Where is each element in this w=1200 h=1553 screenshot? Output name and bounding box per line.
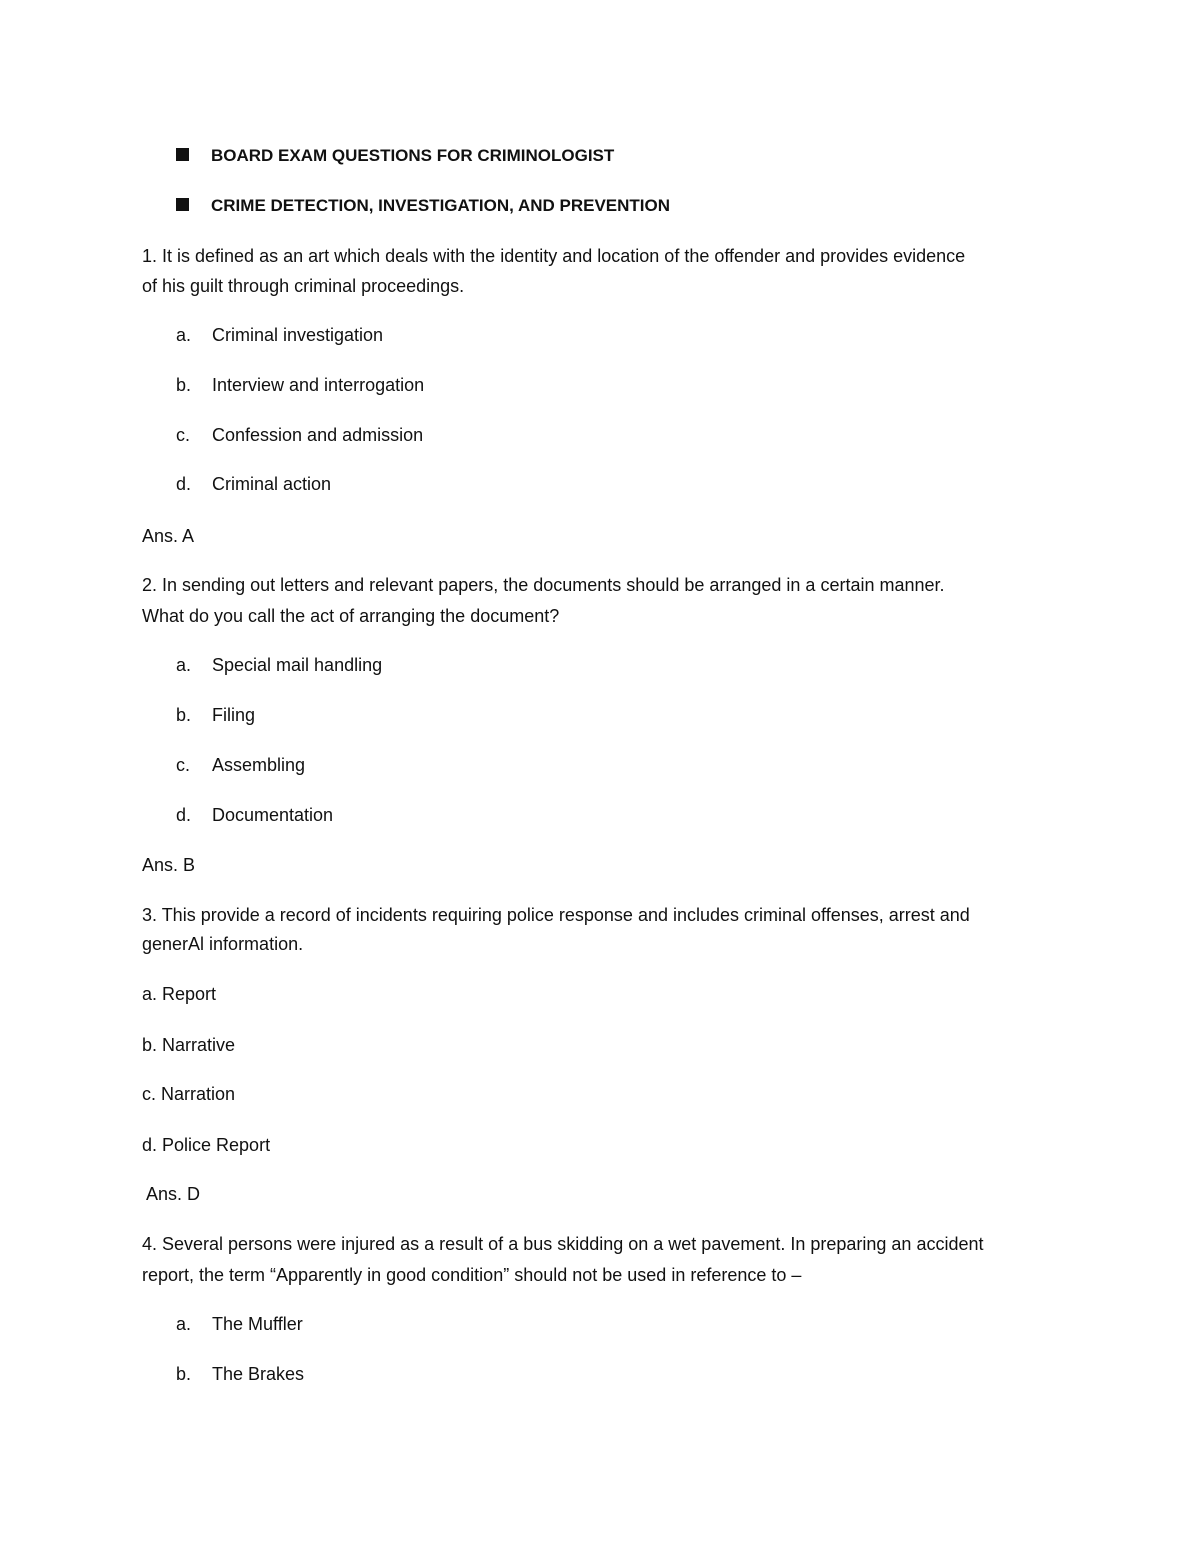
option-text: The Muffler (212, 1314, 303, 1334)
option-letter: b. (176, 375, 192, 395)
option-letter: c. (176, 425, 191, 445)
question-4-line-1: 4. Several persons were injured as a result of a bus skidding on a wet pavement. In preparing an accident (142, 1234, 984, 1254)
option-letter: a. (176, 655, 192, 675)
option-text: Special mail handling (212, 655, 383, 675)
option-text: The Brakes (212, 1364, 305, 1384)
option-letter: c. (176, 755, 191, 775)
question-3-line-2: generAl information. (142, 934, 304, 954)
q3-option-d: d. Police Report (142, 1135, 271, 1155)
option-text: Criminal action (212, 474, 332, 494)
option-text: Criminal investigation (212, 325, 384, 345)
option-text: Assembling (212, 755, 306, 775)
question-1-line-2: of his guilt through criminal proceedings. (142, 276, 465, 296)
option-letter: b. (176, 705, 192, 725)
q3-answer: Ans. D (142, 1184, 201, 1204)
option-letter: d. (176, 805, 192, 825)
heading-text: CRIME DETECTION, INVESTIGATION, AND PREVENTION (211, 196, 671, 215)
option-text: Confession and admission (212, 425, 424, 445)
option-text: Filing (212, 705, 256, 725)
q3-option-a: a. Report (142, 984, 217, 1004)
question-1-line-1: 1. It is defined as an art which deals with the identity and location of the offender and provides evidence (142, 246, 966, 266)
q3-option-b: b. Narrative (142, 1035, 236, 1055)
question-3-line-1: 3. This provide a record of incidents requiring police response and includes criminal offenses, arrest and (142, 905, 970, 925)
heading-crime-detection (176, 191, 670, 221)
q3-option-c: c. Narration (142, 1084, 236, 1104)
option-letter: b. (176, 1364, 192, 1384)
option-letter: d. (176, 474, 192, 494)
option-text: Interview and interrogation (212, 375, 425, 395)
q1-answer: Ans. A (142, 526, 195, 546)
option-letter: a. (176, 325, 192, 345)
q2-answer: Ans. B (142, 855, 196, 875)
option-text: Documentation (212, 805, 334, 825)
question-2-line-2: What do you call the act of arranging the document? (142, 606, 560, 626)
square-bullet-icon (176, 148, 189, 161)
heading-board-exam (176, 141, 614, 171)
question-4-line-2: report, the term “Apparently in good condition” should not be used in reference to – (142, 1265, 802, 1285)
heading-text: BOARD EXAM QUESTIONS FOR CRIMINOLOGIST (211, 146, 615, 165)
question-2-line-1: 2. In sending out letters and relevant papers, the documents should be arranged in a certain manner. (142, 575, 945, 595)
option-letter: a. (176, 1314, 192, 1334)
square-bullet-icon (176, 198, 189, 211)
